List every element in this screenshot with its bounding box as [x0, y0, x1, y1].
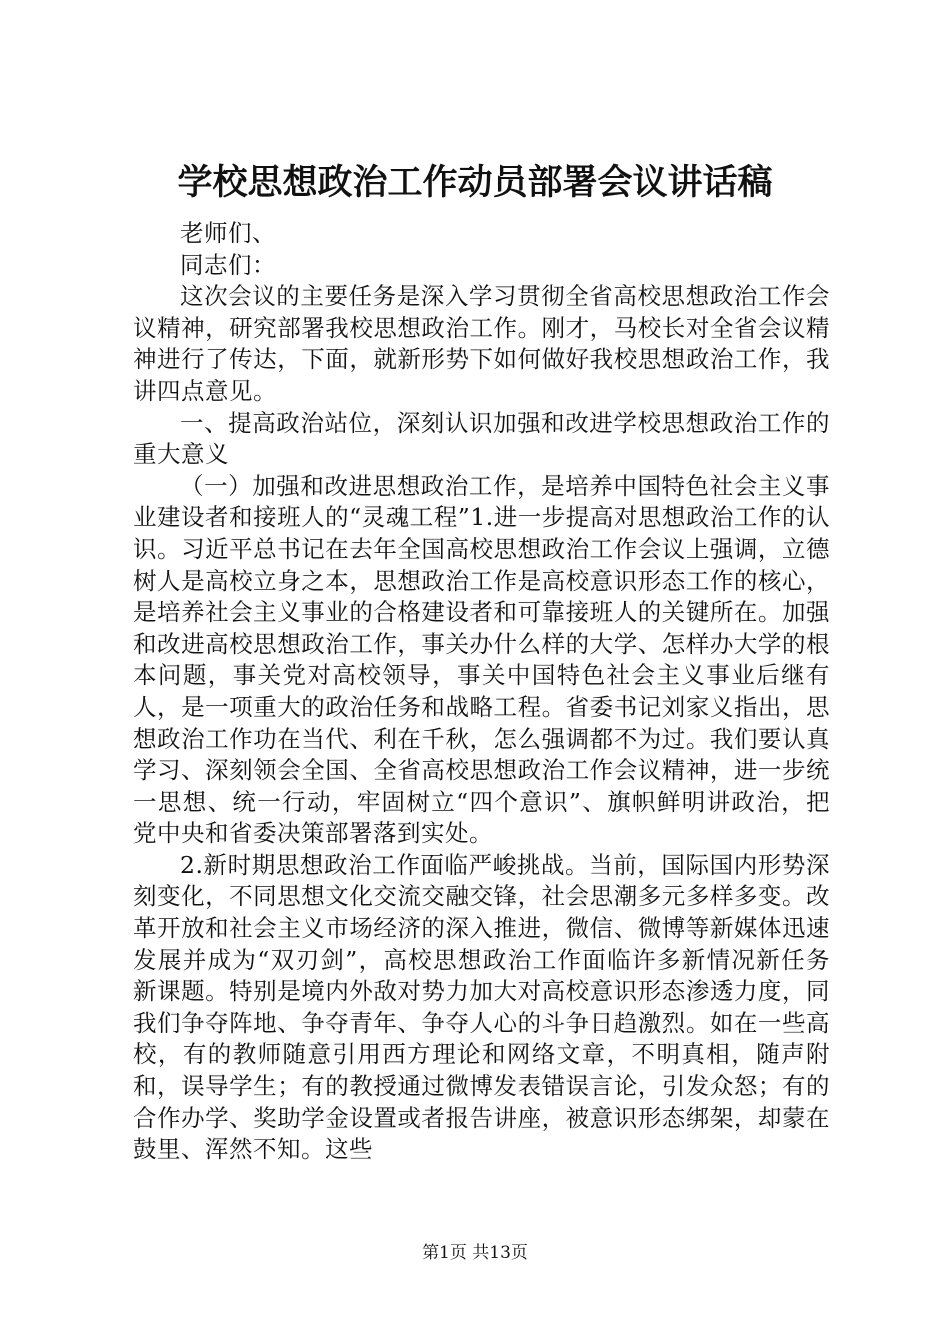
page-footer: 第1页 共13页 — [422, 1243, 528, 1263]
paragraph-intro: 这次会议的主要任务是深入学习贯彻全省高校思想政治工作会议精神，研究部署我校思想政治工作。刚才，马校长对全省会议精神进行了传达，下面，就新形势下如何做好我校思想政治工作，我讲四点意见。 — [133, 282, 830, 405]
paragraph-subsection-1: （一）加强和改进思想政治工作，是培养中国特色社会主义事业建设者和接班人的“灵魂工程”1.进一步提高对思想政治工作的认识。习近平总书记在去年全国高校思想政治工作会议上强调，立德树人是高校立身之本，思想政治工作是高校意识形态工作的核心，是培养社会主义事业的合格建设者和可靠接班人的关键所在。加强和改进高校思想政治工作，事关办什么样的大学、怎样办大学的根本问题，事关党对高校领导，事关中国特色社会主义事业后继有人，是一项重大的政治任务和战略工程。省委书记刘家义指出，思想政治工作功在当代、利在千秋，怎么强调都不为过。我们要认真学习、深刻领会全国、全省高校思想政治工作会议精神，进一步统一思想、统一行动，牢固树立“四个意识”、旗帜鲜明讲政治，把党中央和省委决策部署落到实处。 — [133, 471, 830, 848]
document-title: 学校思想政治工作动员部署会议讲话稿 — [177, 162, 773, 203]
document-body — [133, 218, 830, 1166]
greeting-comrades: 同志们： — [180, 250, 276, 279]
paragraph-point-2: 2.新时期思想政治工作面临严峻挑战。当前，国际国内形势深刻变化，不同思想文化交流交融交锋，社会思潮多元多样多变。改革开放和社会主义市场经济的深入推进，微信、微博等新媒体迅速发展并成为“双刃剑”，高校思想政治工作面临许多新情况新任务新课题。特别是境内外敌对势力加大对高校意识形态渗透力度，同我们争夺阵地、争夺青年、争夺人心的斗争日趋激烈。如在一些高校，有的教师随意引用西方理论和网络文章，不明真相，随声附和，误导学生；有的教授通过微博发表错误言论，引发众怒；有的合作办学、奖助学金设置或者报告讲座，被意识形态绑架，却蒙在鼓里、浑然不知。这些 — [133, 850, 830, 1164]
greeting-teachers: 老师们、 — [180, 219, 276, 247]
section-heading-1: 一、提高政治站位，深刻认识加强和改进学校思想政治工作的重大意义 — [133, 408, 830, 469]
